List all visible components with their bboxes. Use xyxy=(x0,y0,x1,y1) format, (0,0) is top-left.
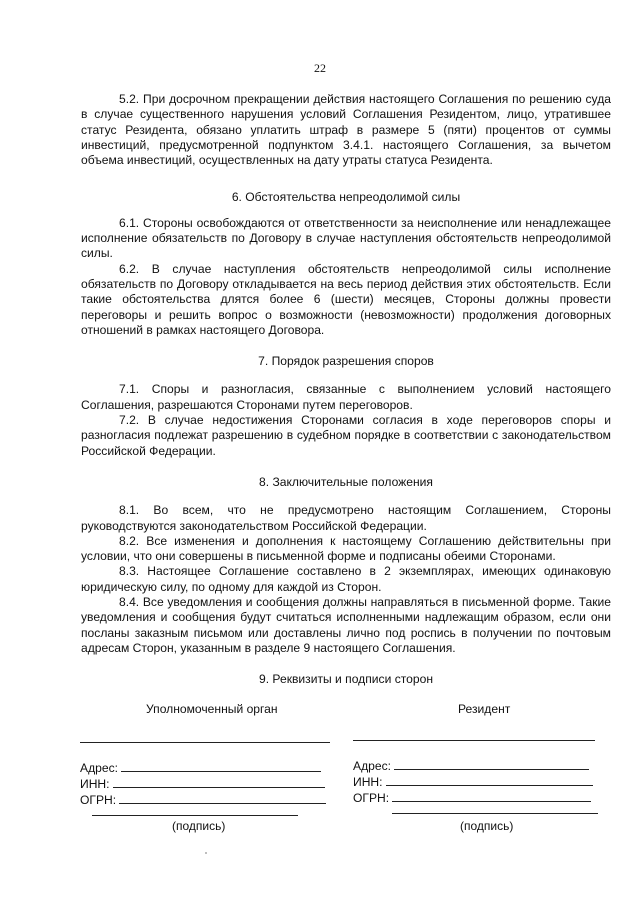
resident-title: Резидент xyxy=(458,702,511,716)
ogrn-line[interactable] xyxy=(119,803,326,804)
authorized-body-signature-caption: (подпись) xyxy=(172,819,226,833)
scan-speck xyxy=(205,852,207,854)
clause-5-2: 5.2. При досрочном прекращении действия настоящего Соглашения по решению суда в случае существенного нарушения условий Соглашения Резидентом, лицо, утратившее статус Резидента, обязано уплатить штраф в размере 5 (пяти) процентов от суммы инвестиций, предусмотренной подпунктом 3.4.1. настоящего Соглашения, за вычетом объема инвестиций, осуществленных на дату утраты статуса Резидента. xyxy=(81,92,611,168)
page-number: 22 xyxy=(314,61,326,75)
section-6-heading: 6. Обстоятельства непреодолимой силы xyxy=(231,190,461,205)
clause-8-4: 8.4. Все уведомления и сообщения должны направляться в письменной форме. Такие уведомления и сообщения будут считаться исполненными надлежащим образом, если они посланы заказным письмом или доставлены лично под роспись в получении по почтовым адресам Сторон, указанным в разделе 9 настоящего Соглашения. xyxy=(81,595,611,655)
resident-inn-field[interactable] xyxy=(353,775,593,789)
inn-label: ИНН: xyxy=(80,777,110,791)
clause-6-1: 6.1. Стороны освобождаются от ответственности за неисполнение или ненадлежащее исполнение обязательств по Договору в случае наступления обстоятельств непреодолимой силы. xyxy=(81,215,611,261)
resident-name-line[interactable] xyxy=(353,740,595,741)
clause-7-2: 7.2. В случае недостижения Сторонами согласия в ходе переговоров споры и разногласия подлежат разрешению в судебном порядке в соответствии с законодательством Российской Федерации. xyxy=(81,413,611,458)
clause-6-2: 6.2. В случае наступления обстоятельств непреодолимой силы исполнение обязательств по Договору откладывается на весь период действия этих обстоятельств. Если такие обстоятельства длятся более 6 (шести) месяцев, Стороны должны провести переговоры и решить вопрос о возможности (невозможности) продолжения договорных отношений в рамках настоящего Договора. xyxy=(81,261,611,337)
authorized-body-signature-line[interactable] xyxy=(92,815,298,816)
authorized-body-address-field[interactable] xyxy=(80,761,321,775)
section-7-heading: 7. Порядок разрешения споров xyxy=(258,354,434,369)
inn-line[interactable] xyxy=(113,787,325,788)
signature-block xyxy=(0,702,640,852)
resident-ogrn-field[interactable] xyxy=(353,791,591,805)
clause-8-1: 8.1. Во всем, что не предусмотрено настоящим Соглашением, Стороны руководствуются законодательством Российской Федерации. xyxy=(81,503,611,533)
ogrn-line[interactable] xyxy=(392,801,591,802)
authorized-body-inn-field[interactable] xyxy=(80,777,325,791)
resident-signature-line[interactable] xyxy=(392,813,598,814)
address-line[interactable] xyxy=(394,769,589,770)
resident-signature-caption: (подпись) xyxy=(460,819,514,833)
address-line[interactable] xyxy=(121,771,321,772)
address-label: Адрес: xyxy=(353,759,391,773)
authorized-body-name-line[interactable] xyxy=(80,742,330,743)
section-9-heading: 9. Реквизиты и подписи сторон xyxy=(258,672,434,687)
ogrn-label: ОГРН: xyxy=(80,793,117,807)
ogrn-label: ОГРН: xyxy=(353,791,390,805)
clause-7-1: 7.1. Споры и разногласия, связанные с выполнением условий настоящего Соглашения, разрешаются Сторонами путем переговоров. xyxy=(81,382,611,412)
address-label: Адрес: xyxy=(80,761,118,775)
inn-line[interactable] xyxy=(386,785,593,786)
resident-address-field[interactable] xyxy=(353,759,589,773)
inn-label: ИНН: xyxy=(353,775,383,789)
authorized-body-title: Уполномоченный орган xyxy=(146,702,278,716)
document-body xyxy=(81,92,611,688)
section-8-heading: 8. Заключительные положения xyxy=(259,474,433,489)
clause-8-3: 8.3. Настоящее Соглашение составлено в 2 экземплярах, имеющих одинаковую юридическую силу, по одному для каждой из Сторон. xyxy=(81,564,611,594)
clause-8-2: 8.2. Все изменения и дополнения к настоящему Соглашению действительны при условии, что они совершены в письменной форме и подписаны обеими Сторонами. xyxy=(81,533,611,564)
authorized-body-ogrn-field[interactable] xyxy=(80,793,326,807)
